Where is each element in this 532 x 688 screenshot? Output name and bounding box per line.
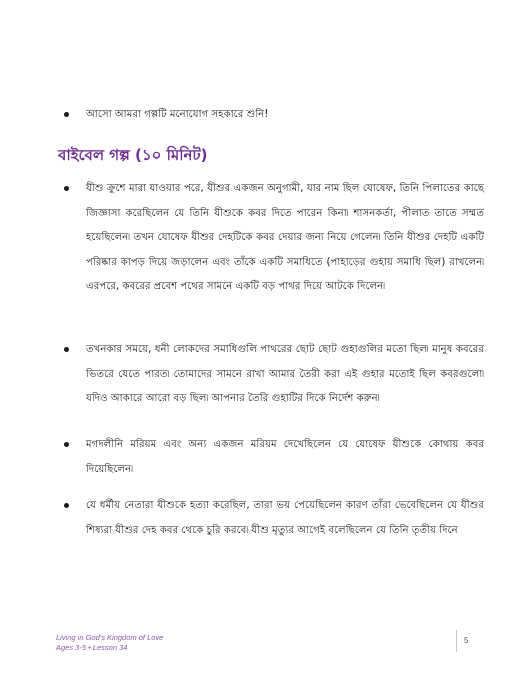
bullet-dot	[64, 186, 69, 191]
footer-title: Living in God's Kingdom of Love	[56, 633, 164, 642]
bullet-text: তখনকার সময়ে, ধনী লোকদের সমাধিগুলি পাথরের ছোট ছোট গুহাগুলির মতো ছিল৷ মানুষ কবরের ভিতরে যেতে পারত৷ তোমাদের সামনে রাখা আমার তৈরী করা এই গুহার মতোই ছিল কবরগুলো৷ যদিও আকারে আরো বড় ছিল৷ আপনার তৈরি গুহাটির দিকে নির্দেশ করুন৷	[86, 344, 484, 404]
footer-lesson-info	[56, 633, 163, 653]
footer-subtitle: Ages 3-5 • Lesson 34	[56, 643, 128, 652]
bullet-text: যীশু ক্রুশে মারা যাওয়ার পরে, যীশুর একজন অনুগামী, যার নাম ছিল যোষেফ, তিনি পিলাতের কাছে জিজ্ঞাসা করেছিলেন যে তিনি যীশুকে কবর দিতে পারেন কিনা৷ শাসনকর্তা, পীলাত তাতে সম্মত হয়েছিলেন৷ তখন যোষেফ যীশুর দেহটিকে কবর দেয়ার জন্য নিয়ে গেলেন৷ তিনি যীশুর দেহটি একটি পরিষ্কার কাপড় দিয়ে জড়ালেন এবং তাঁকে একটি সমাধিতে (পাহাড়ের গুহায় সমাধি ছিল) রাখলেন৷ এরপরে, কবরের প্রবেশ পথের সামনে একটি বড় পাথর দিয়ে আটকে দিলেন৷	[86, 183, 484, 292]
bullet-text: আসো আমরা গল্পটি মনোযোগ সহকারে শুনি!	[86, 109, 269, 120]
story-bullet-4	[64, 494, 484, 543]
footer-divider	[456, 630, 457, 652]
page-number: 5	[464, 636, 469, 645]
bullet-dot	[64, 347, 69, 352]
bullet-text: যে ধর্মীয় নেতারা যীশুকে হত্যা করেছিল, তারা ভয় পেয়েছিলেন কারণ তাঁরা ভেবেছিলেন যে যীশুর শিষ্যরা যীশুর দেহ কবর থেকে চুরি করবে৷ যীশু মৃত্যুর আগেই বলেছিলেন যে তিনি তৃতীয় দিনে	[86, 500, 484, 536]
section-heading: বাইবেল গল্প (১০ মিনিট)	[58, 146, 208, 164]
intro-bullet	[64, 103, 484, 128]
story-bullet-2	[64, 338, 484, 412]
story-bullet-3	[64, 433, 484, 482]
bullet-dot	[64, 503, 69, 508]
bullet-dot	[64, 112, 69, 117]
bullet-text: মগদলীনি মরিয়ম এবং অন্য একজন মরিয়ম দেখেছিলেন যে যোষেফ যীশুকে কোথায় কবর দিয়েছিলেন৷	[86, 439, 484, 475]
bullet-dot	[64, 442, 69, 447]
story-bullet-1	[64, 177, 484, 300]
